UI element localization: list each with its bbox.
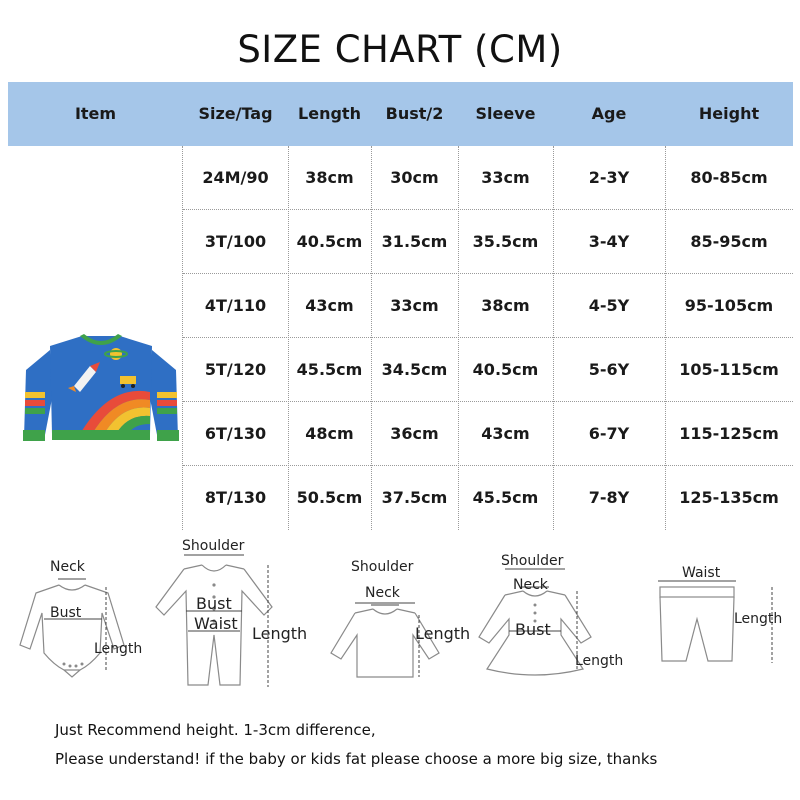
cell-age: 3-4Y — [588, 232, 630, 251]
bodysuit-neck-label: Neck — [50, 559, 85, 575]
page-title: SIZE CHART (CM) — [237, 28, 563, 71]
item-image-cell — [8, 146, 183, 530]
cell-sleeve: 43cm — [481, 424, 530, 443]
cell-bust: 31.5cm — [381, 232, 448, 251]
romper-waist-label: Waist — [194, 614, 238, 633]
cell-size: 8T/130 — [204, 488, 267, 507]
cell-size: 6T/130 — [204, 424, 267, 443]
cell-height: 85-95cm — [690, 232, 768, 251]
cell-size: 5T/120 — [204, 360, 267, 379]
table-row — [183, 338, 793, 402]
top-length-label: Length — [415, 624, 471, 643]
dress-neck-label: Neck — [513, 577, 548, 593]
cell-bust: 37.5cm — [381, 488, 448, 507]
table-row — [183, 274, 793, 338]
pants-waist-label: Waist — [682, 565, 721, 581]
cell-height: 115-125cm — [679, 424, 779, 443]
bodysuit-length-label: Length — [94, 641, 143, 657]
column-divider — [288, 146, 289, 530]
cell-age: 2-3Y — [588, 168, 630, 187]
cell-length: 43cm — [305, 296, 354, 315]
dress-diagram — [475, 535, 635, 695]
sweater-image — [20, 330, 182, 450]
cell-size: 4T/110 — [204, 296, 267, 315]
header-item: Item — [74, 104, 117, 123]
romper-bust-label: Bust — [196, 594, 232, 613]
cell-length: 50.5cm — [296, 488, 363, 507]
size-chart-table — [8, 82, 793, 530]
cell-size: 24M/90 — [202, 168, 269, 187]
cell-height: 125-135cm — [679, 488, 779, 507]
cell-sleeve: 33cm — [481, 168, 530, 187]
note-line-1: Just Recommend height. 1-3cm difference, — [55, 721, 376, 739]
dress-bust-label: Bust — [515, 620, 551, 639]
bodysuit-bust-label: Bust — [50, 605, 82, 621]
header-bust: Bust/2 — [385, 104, 444, 123]
cell-age: 5-6Y — [588, 360, 630, 379]
romper-diagram — [150, 535, 320, 710]
table-row — [183, 146, 793, 210]
header-height: Height — [698, 104, 760, 123]
top-shoulder-label: Shoulder — [351, 559, 414, 575]
pants-length-label: Length — [734, 611, 783, 627]
column-divider — [458, 146, 459, 530]
cell-length: 38cm — [305, 168, 354, 187]
romper-shoulder-label: Shoulder — [182, 538, 245, 554]
header-length: Length — [298, 104, 361, 123]
table-row — [183, 402, 793, 466]
cell-size: 3T/100 — [204, 232, 267, 251]
cell-height: 105-115cm — [679, 360, 779, 379]
cell-sleeve: 40.5cm — [472, 360, 539, 379]
column-divider — [553, 146, 554, 530]
cell-bust: 36cm — [390, 424, 439, 443]
header-size-tag: Size/Tag — [198, 104, 273, 123]
dress-length-label: Length — [575, 653, 624, 669]
bodysuit-diagram — [14, 535, 154, 695]
top-neck-label: Neck — [365, 585, 400, 601]
top-diagram — [325, 535, 475, 695]
cell-sleeve: 35.5cm — [472, 232, 539, 251]
cell-sleeve: 45.5cm — [472, 488, 539, 507]
cell-height: 95-105cm — [684, 296, 774, 315]
cell-length: 45.5cm — [296, 360, 363, 379]
table-header — [8, 82, 793, 146]
cell-bust: 34.5cm — [381, 360, 448, 379]
cell-length: 48cm — [305, 424, 354, 443]
pants-diagram — [640, 535, 800, 695]
cell-age: 6-7Y — [588, 424, 630, 443]
table-row — [183, 466, 793, 530]
cell-bust: 30cm — [390, 168, 439, 187]
cell-height: 80-85cm — [690, 168, 768, 187]
cell-sleeve: 38cm — [481, 296, 530, 315]
header-age: Age — [591, 104, 627, 123]
cell-age: 4-5Y — [588, 296, 630, 315]
column-divider — [665, 146, 666, 530]
cell-age: 7-8Y — [588, 488, 630, 507]
dress-shoulder-label: Shoulder — [501, 553, 564, 569]
romper-length-label: Length — [252, 624, 308, 643]
column-divider — [371, 146, 372, 530]
header-sleeve: Sleeve — [475, 104, 536, 123]
measurement-diagrams — [0, 535, 800, 710]
cell-length: 40.5cm — [296, 232, 363, 251]
cell-bust: 33cm — [390, 296, 439, 315]
table-body — [183, 146, 793, 530]
note-line-2: Please understand! if the baby or kids fat please choose a more big size, thanks — [55, 750, 658, 768]
table-row — [183, 210, 793, 274]
